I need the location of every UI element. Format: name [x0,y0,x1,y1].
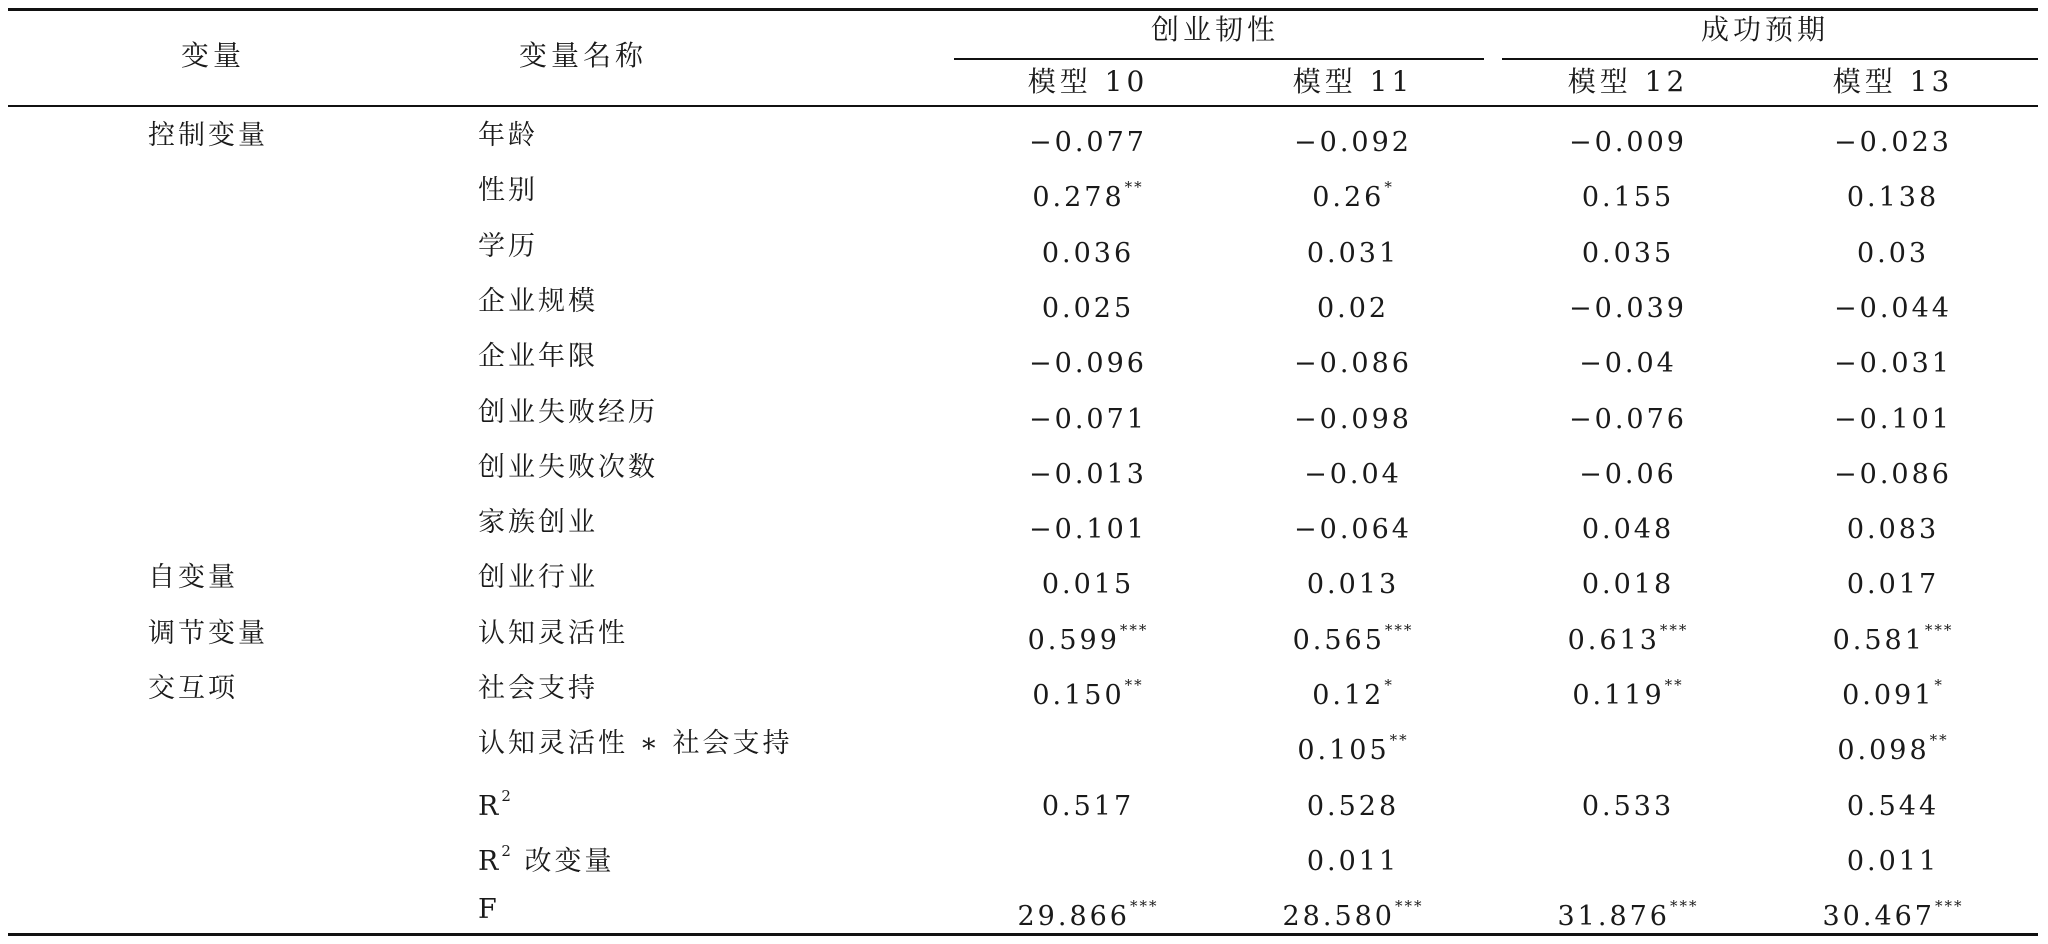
row-variable-name [478,231,538,263]
coefficient-cell [1837,728,1948,767]
coefficient-value: −0.044 [1834,293,1952,324]
significance-stars: ** [1124,178,1144,196]
coefficient-value: −0.101 [1834,404,1952,435]
coefficient-value: 0.119 [1572,680,1665,711]
coefficient-value: 0.150 [1032,680,1125,711]
coefficient-value: 0.528 [1306,791,1400,822]
coefficient-value: 0.017 [1846,569,1940,600]
coefficient-value: 31.876 [1557,901,1670,932]
coefficient-cell [1042,562,1134,601]
top-rule [8,8,2038,11]
group-header-expectation: 成功预期 [1700,13,1830,46]
significance-stars: * [1384,676,1394,694]
group-rule-expectation [1502,58,2038,60]
group-header-resilience: 创业韧性 [1150,13,1280,46]
coefficient-value: 0.26 [1312,182,1385,213]
row-variable-name [478,120,538,152]
coefficient-cell [1018,894,1159,933]
significance-stars: ** [1124,676,1144,694]
coefficient-cell [1569,397,1687,436]
variable-name-text: 创业失败经历 [478,397,658,428]
variable-name-text: 创业失败次数 [478,452,658,483]
row-category: 控制变量 [148,120,268,151]
model-12-header: 模型 12 [1567,65,1689,98]
coefficient-cell [1307,839,1399,878]
significance-stars: * [1384,178,1394,196]
coefficient-value: 0.02 [1316,293,1390,324]
coefficient-cell [1834,452,1952,491]
coefficient-value: 0.015 [1041,569,1135,600]
coefficient-value: −0.013 [1029,459,1147,490]
header-variable-name: 变量名称 [518,39,648,72]
variable-name-superscript: 2 [501,842,513,860]
row-category: 调节变量 [148,618,268,649]
coefficient-value: 0.018 [1581,569,1675,600]
coefficient-value: 0.613 [1567,625,1660,656]
coefficient-cell [1833,618,1954,657]
variable-name-text: 认知灵活性 [478,618,628,649]
coefficient-cell [1312,175,1394,214]
variable-name-suffix: 改变量 [512,846,615,877]
coefficient-cell [1042,231,1134,270]
coefficient-cell [1582,175,1674,214]
row-variable-name [478,784,513,823]
variable-name-text: 企业规模 [478,286,598,317]
coefficient-value: 0.599 [1027,625,1120,656]
coefficient-cell [1582,507,1674,546]
regression-table [8,8,2038,936]
significance-stars: ** [1929,731,1949,749]
coefficient-value: −0.077 [1029,127,1147,158]
coefficient-cell [1029,452,1147,491]
coefficient-value: 0.098 [1837,735,1930,766]
coefficient-value: −0.04 [1304,459,1402,490]
coefficient-cell [1558,894,1699,933]
coefficient-value: 0.278 [1032,182,1125,213]
significance-stars: *** [1924,621,1954,639]
group-rule-resilience [954,58,1484,60]
coefficient-value: 0.025 [1041,293,1135,324]
significance-stars: *** [1394,897,1424,915]
row-variable-name [478,507,598,539]
coefficient-cell [1857,231,1929,270]
row-variable-name [478,618,628,650]
coefficient-value: 0.565 [1292,625,1385,656]
significance-stars: * [1934,676,1944,694]
coefficient-cell [1312,673,1394,712]
coefficient-value: 0.544 [1846,791,1940,822]
variable-name-text: R [478,791,502,822]
bottom-rule [8,933,2038,936]
coefficient-cell [1307,231,1399,270]
row-variable-name [478,341,598,373]
coefficient-cell [1568,618,1689,657]
coefficient-cell [1582,231,1674,270]
variable-name-text: R [478,846,502,877]
coefficient-cell [1307,562,1399,601]
significance-stars: *** [1934,897,1964,915]
coefficient-value: −0.096 [1029,348,1147,379]
coefficient-value: 30.467 [1822,901,1935,932]
coefficient-cell [1847,784,1939,823]
coefficient-cell [1294,341,1412,380]
row-variable-name [478,894,500,926]
coefficient-cell [1042,286,1134,325]
variable-name-text: 创业行业 [478,562,598,593]
coefficient-cell [1572,673,1683,712]
row-category: 自变量 [148,562,238,593]
row-variable-name [478,839,614,878]
coefficient-value: −0.023 [1834,127,1952,158]
row-variable-name [478,397,658,429]
coefficient-value: −0.098 [1294,404,1412,435]
coefficient-cell [1847,507,1939,546]
coefficient-value: 0.083 [1846,514,1940,545]
row-variable-name [478,175,538,207]
coefficient-value: 0.105 [1297,735,1390,766]
coefficient-value: −0.009 [1569,127,1687,158]
coefficient-value: 0.03 [1856,238,1930,269]
coefficient-cell [1029,507,1147,546]
row-variable-name [478,286,598,318]
coefficient-value: 0.031 [1306,238,1400,269]
coefficient-value: −0.071 [1029,404,1147,435]
coefficient-cell [1042,784,1134,823]
coefficient-value: −0.031 [1834,348,1952,379]
variable-name-text: 企业年限 [478,341,598,372]
coefficient-cell [1304,452,1402,491]
row-category: 交互项 [148,673,238,704]
coefficient-value: 0.013 [1306,569,1400,600]
row-variable-name [478,562,598,594]
significance-stars: *** [1669,897,1699,915]
significance-stars: ** [1389,731,1409,749]
coefficient-cell [1847,839,1939,878]
coefficient-cell [1582,784,1674,823]
coefficient-cell [1842,673,1944,712]
coefficient-cell [1847,175,1939,214]
coefficient-cell [1029,120,1147,159]
coefficient-cell [1028,618,1149,657]
coefficient-value: 0.048 [1581,514,1675,545]
coefficient-cell [1317,286,1389,325]
coefficient-value: 0.581 [1832,625,1925,656]
significance-stars: *** [1129,897,1159,915]
coefficient-value: 0.138 [1846,182,1940,213]
coefficient-cell [1823,894,1964,933]
coefficient-cell [1847,562,1939,601]
variable-name-text: 学历 [478,231,538,262]
coefficient-value: 0.035 [1581,238,1675,269]
coefficient-value: −0.04 [1579,348,1677,379]
header-variable: 变量 [180,39,246,72]
coefficient-value: −0.101 [1029,514,1147,545]
coefficient-cell [1032,673,1143,712]
coefficient-value: 0.155 [1581,182,1675,213]
coefficient-value: 0.011 [1306,846,1400,877]
coefficient-cell [1569,120,1687,159]
model-11-header: 模型 11 [1292,65,1414,98]
coefficient-cell [1029,397,1147,436]
coefficient-cell [1032,175,1143,214]
coefficient-cell [1293,618,1414,657]
significance-stars: *** [1659,621,1689,639]
variable-name-text: 性别 [478,175,538,206]
coefficient-value: 29.866 [1017,901,1130,932]
coefficient-value: 0.011 [1846,846,1940,877]
coefficient-cell [1569,286,1687,325]
coefficient-value: −0.06 [1579,459,1677,490]
coefficient-cell [1834,341,1952,380]
significance-stars: *** [1119,621,1149,639]
variable-name-text: 认知灵活性 ∗ 社会支持 [478,728,793,759]
variable-name-superscript: 2 [501,787,513,805]
coefficient-cell [1029,341,1147,380]
coefficient-value: −0.092 [1294,127,1412,158]
coefficient-value: −0.064 [1294,514,1412,545]
coefficient-cell [1834,397,1952,436]
coefficient-cell [1307,784,1399,823]
coefficient-cell [1294,507,1412,546]
variable-name-text: 社会支持 [478,673,598,704]
row-variable-name [478,728,793,760]
coefficient-cell [1579,452,1677,491]
variable-name-text: 家族创业 [478,507,598,538]
coefficient-value: −0.086 [1834,459,1952,490]
coefficient-value: 0.517 [1041,791,1135,822]
significance-stars: *** [1384,621,1414,639]
header-rule [8,105,2038,107]
variable-name-text: F [478,894,500,925]
row-variable-name [478,673,598,705]
model-10-header: 模型 10 [1027,65,1149,98]
coefficient-value: 0.036 [1041,238,1135,269]
coefficient-value: −0.076 [1569,404,1687,435]
variable-name-text: 年龄 [478,120,538,151]
coefficient-value: 0.533 [1581,791,1675,822]
coefficient-cell [1834,120,1952,159]
coefficient-cell [1294,397,1412,436]
coefficient-value: 0.12 [1312,680,1385,711]
coefficient-value: −0.086 [1294,348,1412,379]
coefficient-cell [1582,562,1674,601]
coefficient-value: 28.580 [1282,901,1395,932]
model-13-header: 模型 13 [1832,65,1954,98]
coefficient-cell [1579,341,1677,380]
coefficient-value: −0.039 [1569,293,1687,324]
row-variable-name [478,452,658,484]
coefficient-cell [1283,894,1424,933]
coefficient-value: 0.091 [1842,680,1935,711]
coefficient-cell [1834,286,1952,325]
coefficient-cell [1294,120,1412,159]
coefficient-cell [1297,728,1408,767]
significance-stars: ** [1664,676,1684,694]
